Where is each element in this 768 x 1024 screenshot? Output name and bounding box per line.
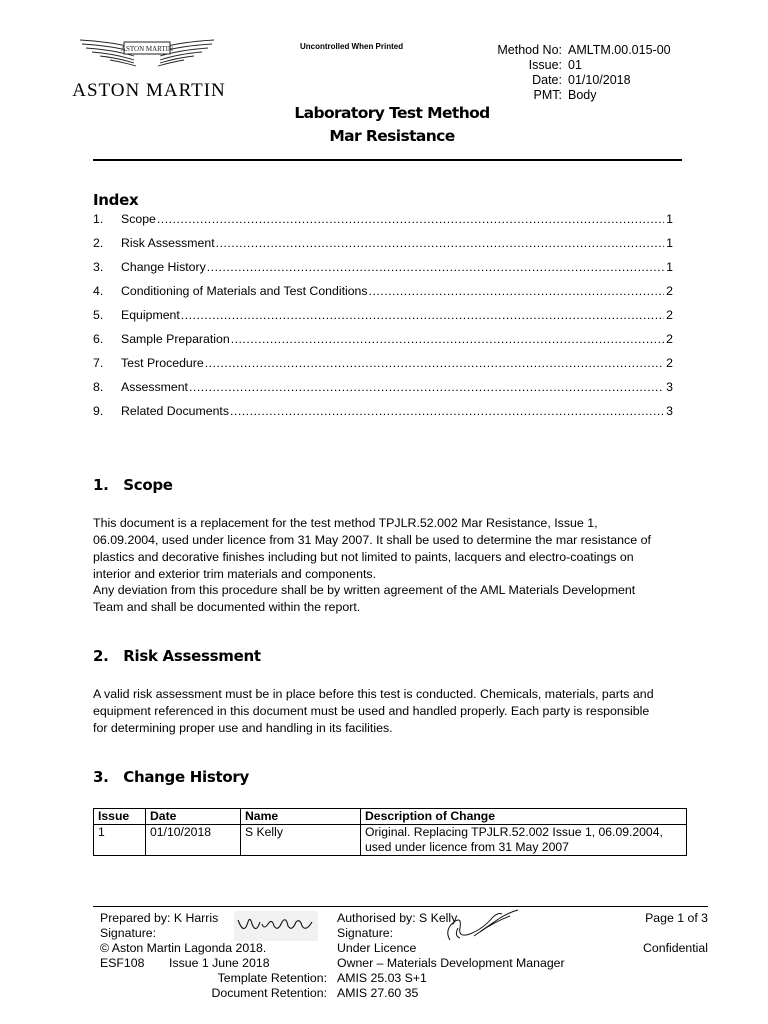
prepared-by: Prepared by: K Harris [100,911,219,925]
toc-number: 3. [93,260,104,274]
document-meta [480,43,671,103]
footer-right [643,911,708,956]
scope-paragraph: This document is a replacement for the test method TPJLR.52.002 Mar Resistance, Issue 1, 06.09.2004, used under licence from 31 May 2007. It shall be used to determine the mar resistance of plastics and decorative finishes including but not limited to paints, lacquers and electro-coatings on interior and exterior trim materials and components. [93,516,651,581]
toc-entry[interactable] [93,260,673,284]
toc-leader [216,236,664,250]
meta-date [480,73,671,88]
toc-leader [157,212,664,226]
cell-issue: 1 [94,825,146,856]
change-history-table [93,808,687,856]
toc-number: 7. [93,356,104,370]
document-title-line-2: Mar Resistance [329,127,455,145]
toc-label: Scope [121,212,156,226]
toc-entry[interactable] [93,284,673,308]
logo-text: ASTON MARTIN [120,45,174,53]
meta-value: 01/10/2018 [568,73,631,87]
toc-label: Assessment [121,380,188,394]
toc-label: Risk Assessment [121,236,215,250]
toc-entry[interactable] [93,404,673,428]
toc-leader [189,380,664,394]
form-issue: ESF108 Issue 1 June 2018 [100,956,270,970]
column-header: Issue [94,809,146,825]
under-licence: Under Licence [337,941,417,955]
toc-entry[interactable] [93,212,673,236]
meta-key: PMT: [533,88,562,102]
toc-label: Sample Preparation [121,332,230,346]
index-heading: Index [93,191,139,209]
page-number: Page 1 of 3 [645,911,708,925]
toc-leader [230,404,664,418]
toc-page: 2 [666,284,673,298]
scope-heading: 1. Scope [93,476,173,494]
meta-value: Body [568,88,597,102]
toc-entry[interactable] [93,332,673,356]
toc-label: Related Documents [121,404,229,418]
toc-number: 5. [93,308,104,322]
toc-entry[interactable] [93,380,673,404]
toc-page: 3 [666,380,673,394]
meta-key: Issue: [528,58,562,72]
template-retention-value: AMIS 25.03 S+1 [337,971,427,985]
toc-number: 2. [93,236,104,250]
toc-leader [369,284,664,298]
cell-description: Original. Replacing TPJLR.52.002 Issue 1, 06.09.2004, used under licence from 31 May 2007 [361,825,687,856]
column-header: Date [146,809,241,825]
document-retention-label: Document Retention: [211,986,327,1000]
toc-number: 6. [93,332,104,346]
scope-deviation-paragraph: Any deviation from this procedure shall be by written agreement of the AML Materials Development Team and shall be documented within the report. [93,583,636,614]
template-retention-label: Template Retention: [217,971,327,985]
table-of-contents [93,212,673,428]
toc-label: Equipment [121,308,180,322]
toc-label: Conditioning of Materials and Test Conditions [121,284,368,298]
toc-number: 1. [93,212,104,226]
table-header-row [94,809,687,825]
toc-label: Test Procedure [121,356,204,370]
toc-number: 9. [93,404,104,418]
copyright-notice: © Aston Martin Lagonda 2018. [100,941,267,955]
meta-key: Date: [532,73,562,87]
meta-value: AMLTM.00.015-00 [568,43,671,57]
toc-leader [207,260,664,274]
toc-page: 2 [666,356,673,370]
risk-assessment-paragraph: A valid risk assessment must be in place before this test is conducted. Chemicals, materials, parts and equipment referenced in this document must be used and handled properly. Each party is responsible for determining proper use and handling in its facilities. [93,687,654,735]
column-header: Description of Change [361,809,687,825]
change-history-heading: 3. Change History [93,768,249,786]
toc-page: 1 [666,236,673,250]
toc-label: Change History [121,260,206,274]
toc-number: 4. [93,284,104,298]
brand-name: ASTON MARTIN [72,80,226,101]
toc-page: 2 [666,332,673,346]
toc-number: 8. [93,380,104,394]
classification: Confidential [643,941,708,955]
toc-entry[interactable] [93,308,673,332]
toc-leader [231,332,664,346]
column-header: Name [241,809,361,825]
table-row [94,825,687,856]
signature-label: Signature: [100,926,157,940]
authoriser-signature [440,906,526,946]
document-owner: Owner – Materials Development Manager [337,956,565,970]
toc-entry[interactable] [93,236,673,260]
meta-issue [480,58,671,73]
document-title-line-1: Laboratory Test Method [294,104,490,122]
signature-label-2: Signature: [337,926,394,940]
toc-page: 1 [666,212,673,226]
meta-pmt [480,88,671,103]
cell-name: S Kelly [241,825,361,856]
toc-page: 2 [666,308,673,322]
meta-method-no [480,43,671,58]
cell-date: 01/10/2018 [146,825,241,856]
header-divider [93,159,682,161]
toc-page: 3 [666,404,673,418]
meta-value: 01 [568,58,582,72]
uncontrolled-notice: Uncontrolled When Printed [300,42,404,51]
document-retention-value: AMIS 27.60 35 [337,986,419,1000]
toc-leader [205,356,664,370]
meta-key: Method No: [497,43,562,57]
footer-divider [93,906,708,907]
toc-entry[interactable] [93,356,673,380]
toc-page: 1 [666,260,673,274]
risk-assessment-heading: 2. Risk Assessment [93,647,261,665]
preparer-signature [234,910,320,944]
authorised-by: Authorised by: S Kelly [337,911,458,925]
toc-leader [181,308,664,322]
